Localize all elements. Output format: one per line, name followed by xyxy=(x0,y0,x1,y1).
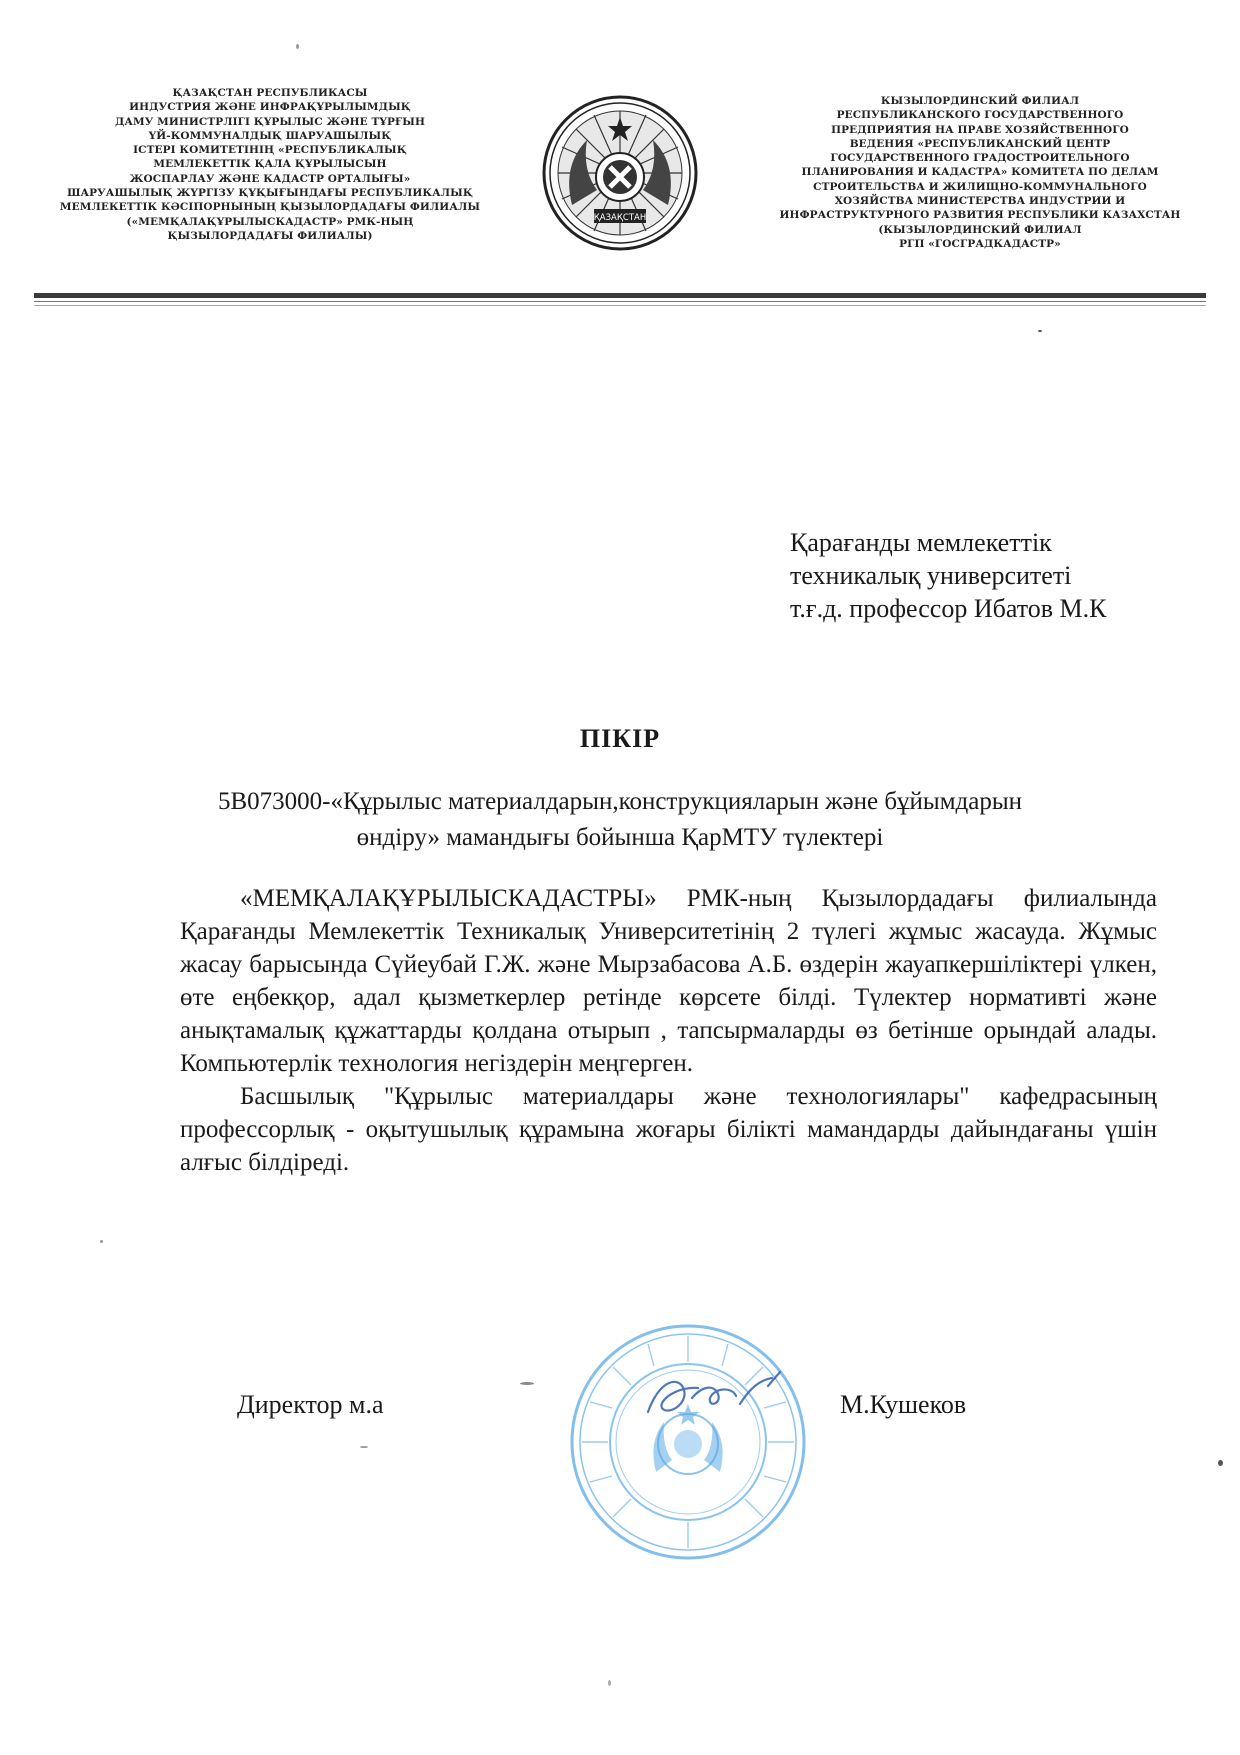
header-right-line: РЕСПУБЛИКАНСКОГО ГОСУДАРСТВЕННОГО xyxy=(836,109,1124,122)
header-left-line: ДАМУ МИНИСТРЛІГІ ҚҰРЫЛЫС ЖӘНЕ ТҰРҒЫН xyxy=(114,115,426,128)
addressee-line: Қарағанды мемлекеттік xyxy=(790,528,1052,557)
subtitle-line: өндіру» мамандығы бойынша ҚарМТУ түлектері xyxy=(356,824,884,851)
header-left-line: ІСТЕРІ КОМИТЕТІНІҢ «РЕСПУБЛИКАЛЫҚ xyxy=(133,144,407,157)
header-russian xyxy=(770,94,1190,251)
signatory-position: Директор м.а xyxy=(237,1390,384,1419)
header-left-line: ҚЫЗЫЛОРДАДАҒЫ ФИЛИАЛЫ) xyxy=(167,229,373,242)
header-right-line: ПРЕДПРИЯТИЯ НА ПРАВЕ ХОЗЯЙСТВЕННОГО xyxy=(831,123,1129,136)
header-right-line: ХОЗЯЙСТВА МИНИСТЕРСТВА ИНДУСТРИИ И xyxy=(834,195,1126,208)
official-stamp-icon xyxy=(568,1322,808,1562)
header-right-line: ГОСУДАРСТВЕННОГО ГРАДОСТРОИТЕЛЬНОГО xyxy=(830,152,1130,165)
document-body xyxy=(180,882,1157,1179)
body-paragraph: Басшылық "Құрылыс материалдары және технологиялары" кафедрасының профессорлық - оқытушылық құрамына жоғары білікті мамандарды дайындағаны үшін алғыс білдіреді. xyxy=(180,1083,1157,1176)
header-divider xyxy=(34,293,1206,298)
header-left-line: МЕМЛЕКЕТТІК КӘСІПОРНЫНЫҢ ҚЫЗЫЛОРДАДАҒЫ ФИЛИАЛЫ xyxy=(59,201,481,214)
body-paragraph: «МЕМҚАЛАҚҰРЫЛЫСКАДАСТРЫ» РМК-ның Қызылордадағы филиалында Қарағанды Мемлекеттік Техникалық Университетінің 2 түлегі жұмыс жасауда. Жұмыс жасау барысында Сүйеубай Г.Ж. және Мырзабасова А.Б. өздерін жауапкершіліктері үлкен, өте еңбекқор, адал қызметкерлер ретінде көрсете білді. Түлектер нормативті және анықтамалық құжаттарды қолдана отырып , тапсырмаларды өз бетінше орындай алады. Компьютерлік технология негіздерін меңгерген. xyxy=(180,885,1157,1077)
emblem-text: ҚАЗАҚСТАН xyxy=(593,213,647,223)
header-left-line: ҚАЗАҚСТАН РЕСПУБЛИКАСЫ xyxy=(172,87,368,99)
scan-speck xyxy=(1218,1460,1223,1466)
handwritten-signature-icon xyxy=(640,1368,790,1428)
addressee-block xyxy=(790,526,1210,625)
header-right-line: ВЕДЕНИЯ «РЕСПУБЛИКАНСКИЙ ЦЕНТР xyxy=(849,137,1111,150)
header-divider-thin xyxy=(34,305,1206,306)
header-right-line: ИНФРАСТРУКТУРНОГО РАЗВИТИЯ РЕСПУБЛИКИ КАЗАХСТАН xyxy=(779,209,1181,222)
scan-speck xyxy=(360,1446,368,1448)
header-right-line: (КЫЗЫЛОРДИНСКИЙ ФИЛИАЛ xyxy=(878,223,1082,236)
header-left-line: ЖОСПАРЛАУ ЖӘНЕ КАДАСТР ОРТАЛЫҒЫ» xyxy=(129,172,411,185)
addressee-line: техникалық университеті xyxy=(790,561,1072,590)
header-left-line: ҮЙ-КОММУНАЛДЫҚ ШАРУАШЫЛЫҚ xyxy=(148,129,392,142)
scan-speck xyxy=(520,1382,534,1385)
header-right-line: ПЛАНИРОВАНИЯ И КАДАСТРА» КОМИТЕТА ПО ДЕЛАМ xyxy=(801,166,1159,179)
header-right-line: КЫЗЫЛОРДИНСКИЙ ФИЛИАЛ xyxy=(880,95,1080,107)
scan-speck xyxy=(1038,330,1042,332)
document-title: ПІКІР xyxy=(579,724,661,753)
header-divider-thin xyxy=(34,301,1206,302)
header-left-line: ШАРУАШЫЛЫҚ ЖҮРГІЗУ ҚҰҚЫҒЫНДАҒЫ РЕСПУБЛИКАЛЫҚ xyxy=(67,187,473,200)
scan-speck xyxy=(296,44,299,49)
header-right-line: РГП «ГОСГРАДКАДАСТР» xyxy=(899,237,1061,250)
signatory-name: М.Кушеков xyxy=(840,1390,967,1419)
subtitle-line: 5В073000-«Құрылыс материалдарын,конструкцияларын және бұйымдарын xyxy=(217,788,1023,815)
scan-speck xyxy=(608,1680,611,1686)
header-kazakh xyxy=(40,86,500,243)
state-emblem-icon xyxy=(542,95,698,251)
addressee-line: т.ғ.д. профессор Ибатов М.К xyxy=(790,594,1107,623)
document-subtitle xyxy=(150,784,1090,856)
header-left-line: МЕМЛЕКЕТТІК ҚАЛА ҚҰРЫЛЫСЫН xyxy=(153,158,387,171)
header-left-line: ИНДУСТРИЯ ЖӘНЕ ИНФРАҚҰРЫЛЫМДЫҚ xyxy=(129,101,411,114)
header-left-line: («МЕМҚАЛАҚҰРЫЛЫСКАДАСТР» РМК-НЫҢ xyxy=(126,215,414,228)
scan-speck xyxy=(100,1240,103,1243)
header-right-line: СТРОИТЕЛЬСТВА И ЖИЛИЩНО-КОММУНАЛЬНОГО xyxy=(813,180,1147,193)
